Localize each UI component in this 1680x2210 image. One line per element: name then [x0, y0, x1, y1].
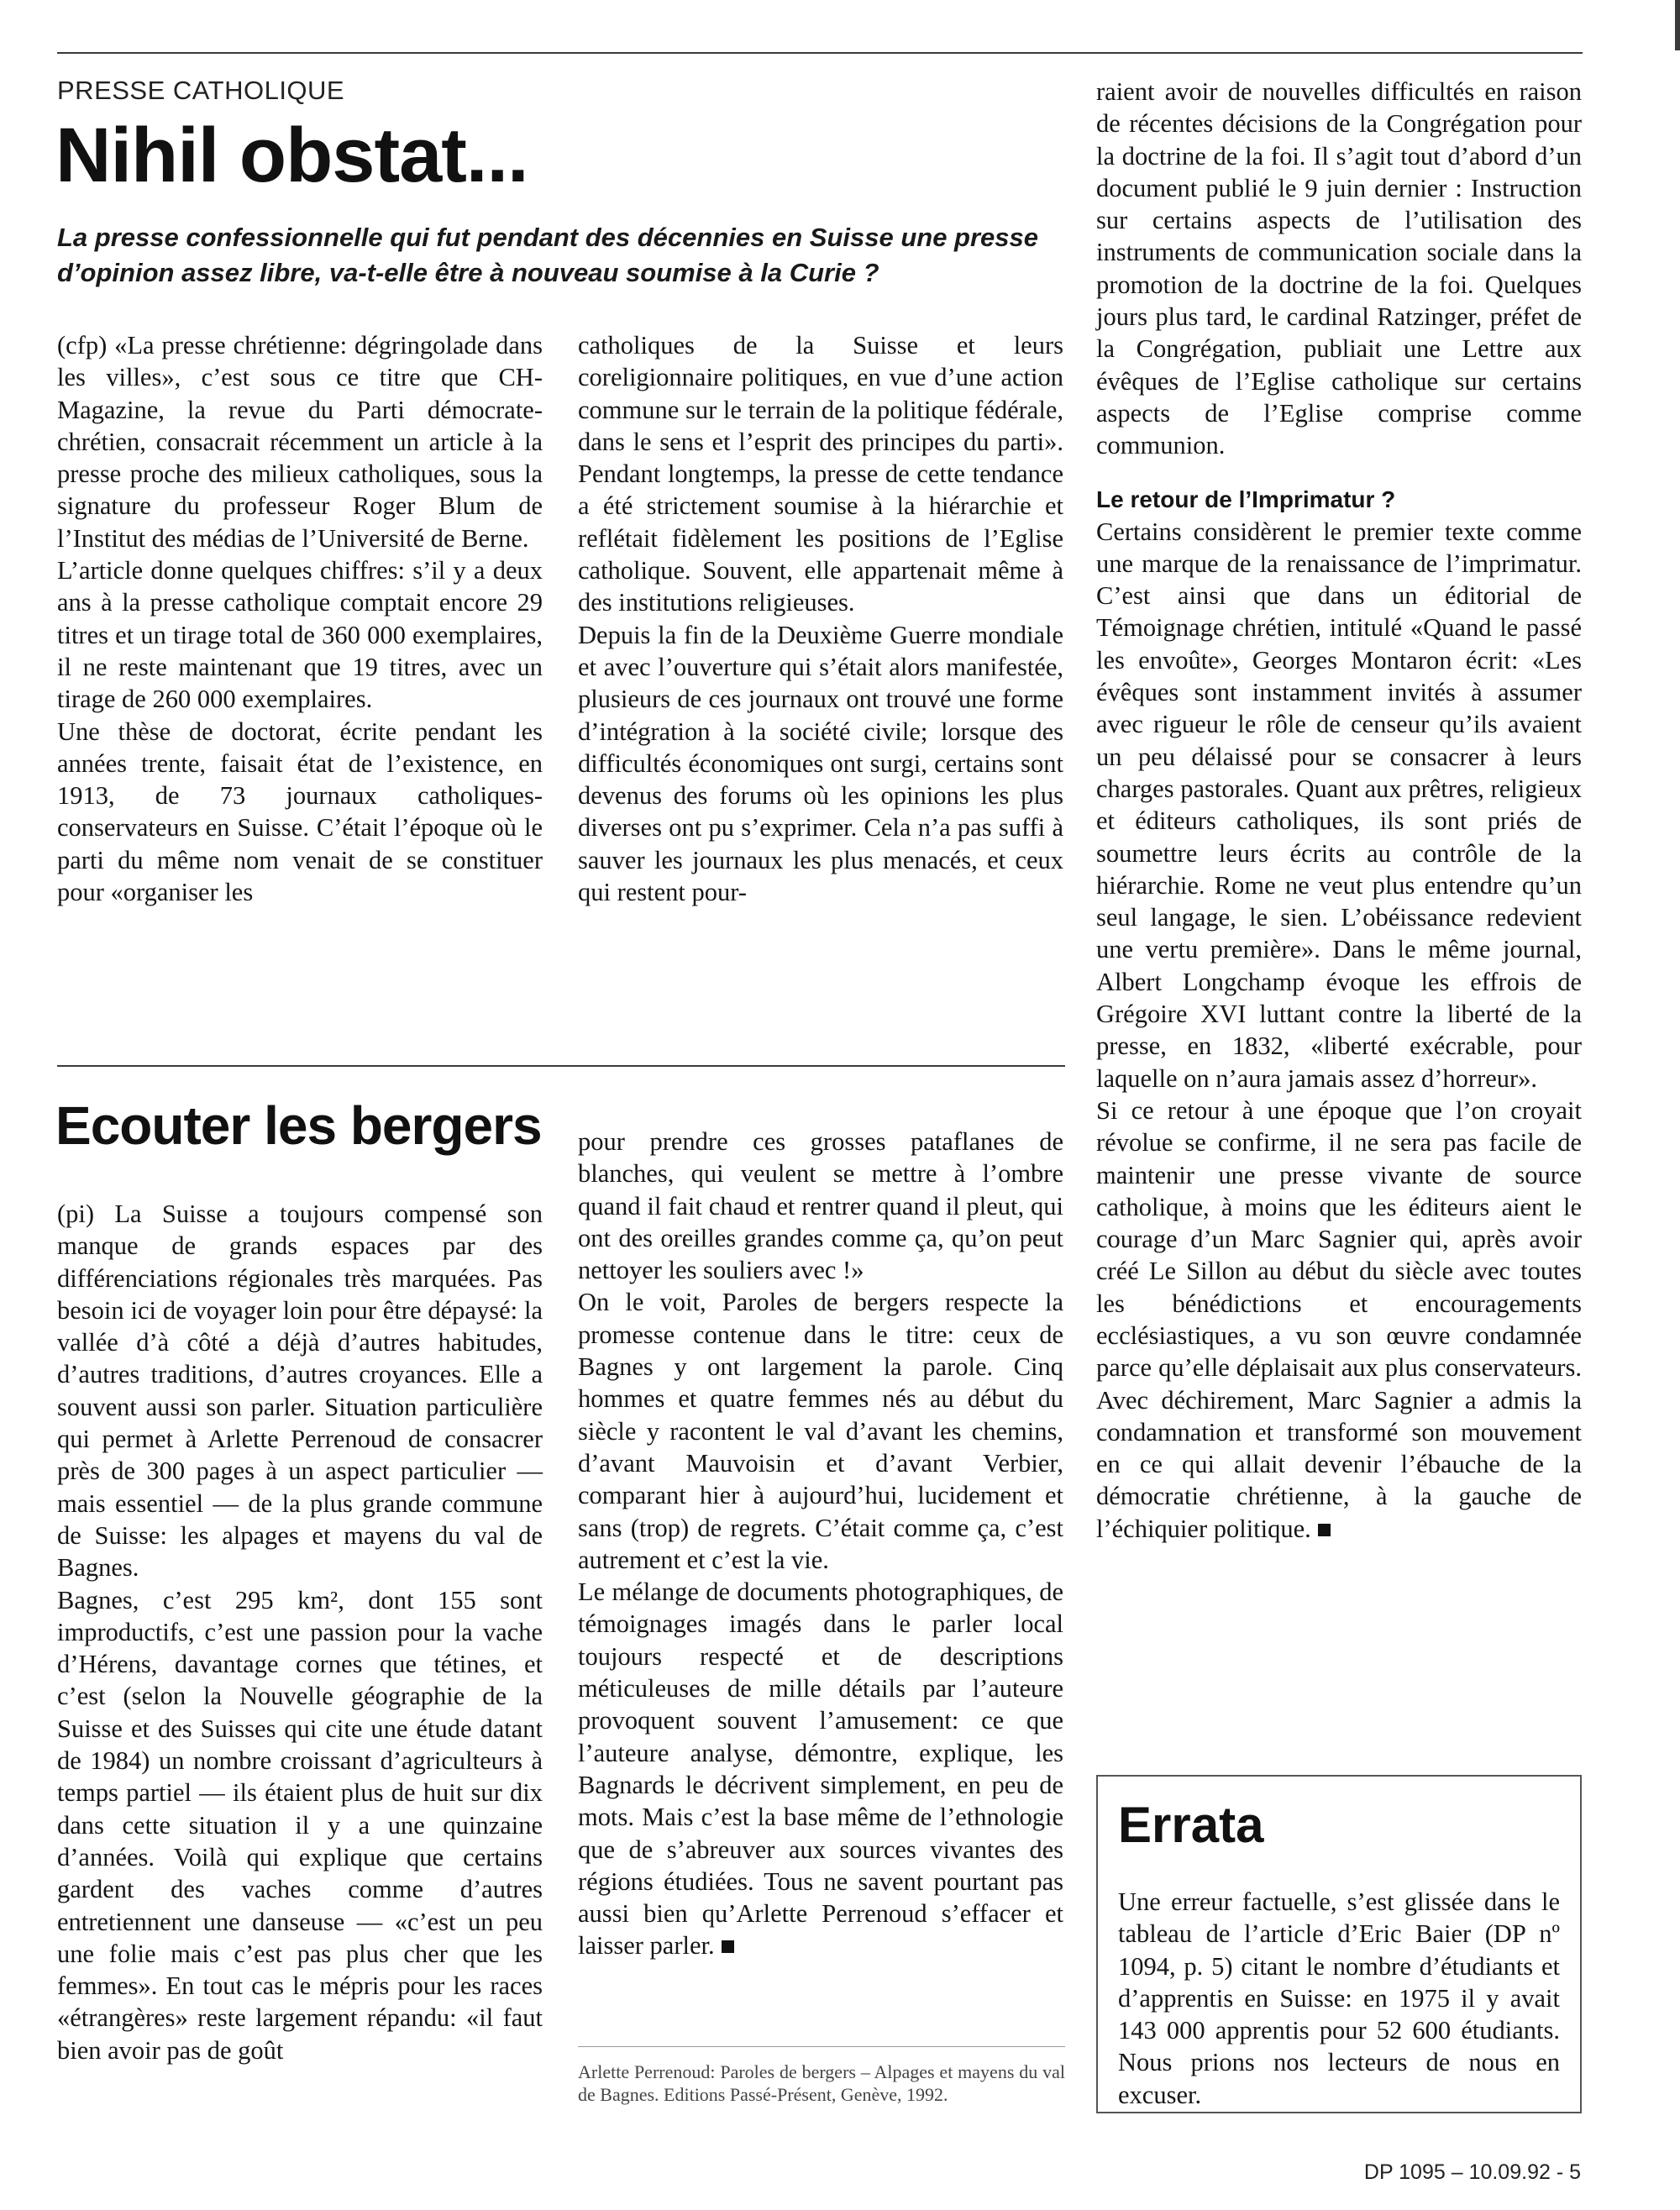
book-reference: Arlette Perrenoud: Paroles de bergers – Alpages et mayens du val de Bagnes. Editions Passé-Présent, Genève, 1992.: [578, 2061, 1065, 2105]
paragraph-final: [578, 1576, 1063, 1962]
article1-column-2: [578, 329, 1063, 908]
end-mark-icon: [722, 1940, 734, 1953]
end-mark-icon: [1318, 1524, 1331, 1536]
paragraph-text: Le mélange de documents photographiques, de témoignages imagés dans le parler local toujours respecté et de descriptions méticuleuses de mille détails par l’auteure provoquent souvent l’amusement: ce que l’auteure analyse, démontre, explique, les Bagnards le décrivent simplement, en peu de mots. Mais c’est la base même de l’ethnologie que de s’abreuver aux sources vivantes des régions étudiées. Tous ne savent pourtant pas aussi bien qu’Arlette Perrenoud s’effacer et laisser parler.: [578, 1577, 1063, 1961]
article-lead: La presse confessionnelle qui fut pendant des décennies en Suisse une presse d’opinion assez libre, va-t-elle être à nouveau soumise à la Curie ?: [57, 223, 1039, 287]
paragraph: pour prendre ces grosses pataflanes de blanches, qui veulent se mettre à l’ombre quand il fait chaud et rentrer quand il pleut, qui ont des oreilles grandes comme ça, qu’on peut nettoyer les souliers avec !»: [578, 1127, 1063, 1285]
errata-text: Une erreur factuelle, s’est glissée dans le tableau de l’article d’Eric Baier (DP nº 1094, p. 5) citant le nombre d’étudiants et d’apprentis en Suisse: en 1975 il y avait 143 000 apprentis pour 52 600 étudiants. Nous prions nos lecteurs de nous en excuser.: [1118, 1887, 1560, 2109]
paragraph: L’article donne quelques chiffres: s’il y a deux ans à la presse catholique comptait encore 29 titres et un tirage total de 360 000 exemplaires, il ne reste maintenant que 19 titres, avec un tirage de 260 000 exemplaires.: [57, 556, 543, 714]
article1-column-1: [57, 329, 543, 908]
right-edge-bar: [1675, 0, 1680, 50]
subheading: Le retour de l’Imprimatur ?: [1096, 486, 1396, 512]
paragraph-text: Si ce retour à une époque que l’on croyait révolue se confirme, il ne sera pas facile de maintenir une presse vivante de source catholique, à moins que les éditeurs aient le courage d’un Marc Sagnier qui, après avoir créé Le Sillon au début du siècle avec toutes les bénédictions et encouragements ecclésiastiques, a vu son œuvre condamnée parce qu’elle déplaisait aux plus conservateurs. Avec déchirement, Marc Sagnier a admis la condamnation et transformé son mouvement en ce qui allait devenir l’ébauche de la démocratie chrétienne, à la gauche de l’échiquier politique.: [1096, 1095, 1582, 1543]
reference-rule: [578, 2046, 1065, 2047]
paragraph: Une thèse de doctorat, écrite pendant les années trente, faisait état de l’existence, en 1913, de 73 journaux catholiques-conservateurs en Suisse. C’était l’époque où le parti du même nom venait de se constituer pour «organiser les: [57, 717, 543, 907]
errata-box: [1096, 1775, 1582, 2113]
paragraph: Bagnes, c’est 295 km², dont 155 sont improductifs, c’est une passion pour la vache d’Hérens, davantage cornes que tétines, et c’est (selon la Nouvelle géographie de la Suisse et des Suisses qui cite une étude datant de 1984) un nombre croissant d’agriculteurs à temps partiel — ils étaient plus de huit sur dix dans cette situation il y a une quinzaine d’années. Voilà qui explique que certains gardent des vaches comme d’autres entretiennent une danseuse — «c’est un peu une folie mais c’est pas plus cher que les femmes». En tout cas le mépris pour les races «étrangères» reste largement répandu: «il faut bien avoir pas de goût: [57, 1585, 543, 2065]
paragraph: Certains considèrent le premier texte comme une marque de la renaissance de l’imprimatur. C’est ainsi que dans un éditorial de Témoignage chrétien, intitulé «Quand le passé les envoûte», Georges Montaron écrit: «Les évêques sont instamment invités à assumer avec rigueur le rôle de censeur qu’ils avaient un peu délaissé pour se consacrer à leurs charges pastorales. Quant aux prêtres, religieux et éditeurs catholiques, ils sont priés de soumettre leurs écrits au contrôle de la hiérarchie. Rome ne veut plus entendre qu’un seul langage, le sien. L’obéissance redevient une vertu première». Dans le même journal, Albert Longchamp évoque les effrois de Grégoire XVI luttant contre la liberté de la presse, en 1832, «liberté exécrable, pour laquelle on n’aura jamais assez d’horreur».: [1096, 517, 1582, 1093]
article2-column-1: [57, 1198, 543, 2066]
paragraph: (cfp) «La presse chrétienne: dégringolade dans les villes», c’est sous ce titre que CH-Magazine, la revue du Parti démocrate-chrétien, consacrait récemment un article à la presse proche des milieux catholiques, sous la signature du professeur Roger Blum de l’Institut des médias de l’Université de Berne.: [57, 331, 543, 553]
page-footer: DP 1095 – 10.09.92 - 5: [1363, 2160, 1581, 2184]
paragraph: catholiques de la Suisse et leurs coreligionnaire politiques, en vue d’une action commune sur le terrain de la politique fédérale, dans le sens et l’esprit des principes du parti». Pendant longtemps, la presse de cette tendance a été strictement soumise à la hiérarchie et reflétait fidèlement les positions de l’Eglise catholique. Souvent, elle appartenait même à des institutions religieuses.: [578, 331, 1063, 617]
top-rule: [57, 52, 1583, 54]
errata-title: Errata: [1118, 1797, 1264, 1853]
article2-title: Ecouter les bergers: [55, 1095, 542, 1156]
paragraph: (pi) La Suisse a toujours compensé son manque de grands espaces par des différenciations régionales très marquées. Pas besoin ici de voyager loin pour être dépaysé: la vallée d’à côté a déjà d’autres habitudes, d’autres traditions, d’autres croyances. Elle a souvent aussi son parler. Situation particulière qui permet à Arlette Perrenoud de consacrer près de 300 pages à un aspect particulier — mais essentiel — de la plus grande commune de Suisse: les alpages et mayens du val de Bagnes.: [57, 1199, 543, 1583]
section-divider: [57, 1065, 1065, 1067]
article-title: Nihil obstat...: [55, 113, 528, 198]
section-kicker: PRESSE CATHOLIQUE: [57, 76, 345, 105]
paragraph: Depuis la fin de la Deuxième Guerre mondiale et avec l’ouverture qui s’était alors manifestée, plusieurs de ces journaux ont trouvé une forme d’intégration à la société civile; lorsque des difficultés économiques ont surgi, certains sont devenus des forums où les opinions les plus diverses ont pu s’exprimer. Cela n’a pas suffi à sauver les journaux les plus menacés, et ceux qui restent pour-: [578, 620, 1063, 907]
article1-column-3: [1096, 76, 1582, 1545]
paragraph-final: [1096, 1095, 1582, 1545]
paragraph: On le voit, Paroles de bergers respecte la promesse contenue dans le titre: ceux de Bagnes y ont largement la parole. Cinq hommes et quatre femmes nés au début du siècle y racontent le val d’avant les chemins, d’avant Mauvoisin et d’avant Verbier, comparant hier à aujourd’hui, lucidement et sans (trop) de regrets. C’était comme ça, c’est autrement et c’est la vie.: [578, 1288, 1063, 1574]
paragraph: raient avoir de nouvelles difficultés en raison de récentes décisions de la Congrégation pour la doctrine de la foi. Il s’agit tout d’abord d’un document publié le 9 juin dernier : Instruction sur certains aspects de l’utilisation des instruments de communication sociale dans la promotion de la doctrine de la foi. Quelques jours plus tard, le cardinal Ratzinger, préfet de la Congrégation, publiait une Lettre aux évêques de l’Eglise catholique sur certains aspects de l’Eglise comprise comme communion.: [1096, 77, 1582, 460]
article2-column-2: [578, 1126, 1063, 1962]
